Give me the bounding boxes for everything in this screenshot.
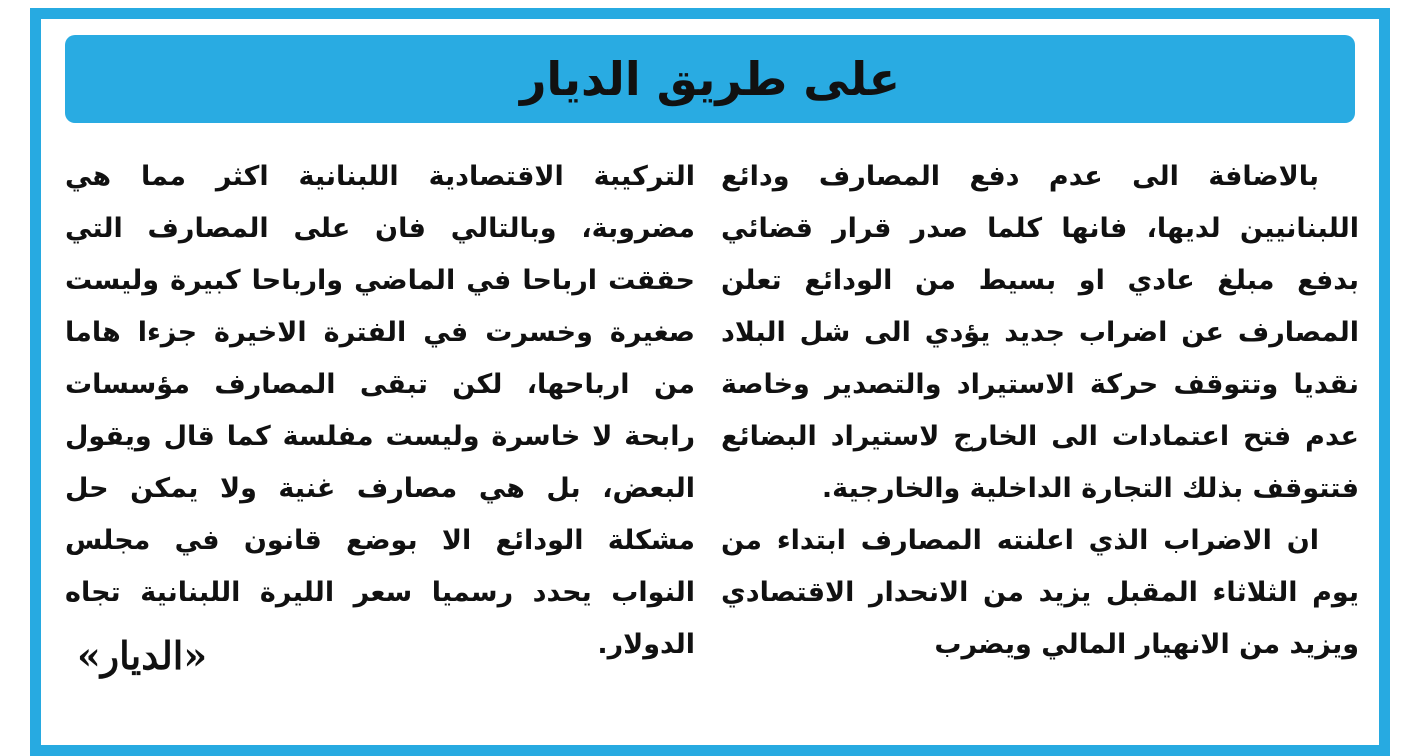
signature: «الديار» [77, 633, 208, 678]
article-column-right [721, 151, 1359, 671]
article-column-left [65, 151, 695, 671]
article-title: على طريق الديار [519, 52, 901, 106]
paragraph-1: بالاضافة الى عدم دفع المصارف ودائع اللبنانيين لديها، فانها كلما صدر قرار قضائي بدفع مبلغ عادي او بسيط من الودائع تعلن المصارف عن اضراب جديد يؤدي الى شل البلاد نقديا وتتوقف حركة الاستيراد والتصدير وخاصة عدم فتح اعتمادات الى الخارج لاستيراد البضائع فتتوقف بذلك التجارة الداخلية والخارجية. [721, 161, 1359, 504]
paragraph-3: التركيبة الاقتصادية اللبنانية اكثر مما هي مضروبة، وبالتالي فان على المصارف التي حققت ارباحا في الماضي وارباحا كبيرة وليست صغيرة وخسرت في الفترة الاخيرة جزءا هاما من ارباحها، لكن تبقى المصارف مؤسسات رابحة لا خاسرة وليست مفلسة كما قال ويقول البعض، بل هي مصارف غنية ولا يمكن حل مشكلة الودائع الا بوضع قانون في مجلس النواب يحدد رسميا سعر الليرة اللبنانية تجاه الدولار. [65, 161, 695, 660]
article-frame [30, 8, 1390, 756]
paragraph-2: ان الاضراب الذي اعلنته المصارف ابتداء من يوم الثلاثاء المقبل يزيد من الانحدار الاقتصادي ويزيد من الانهيار المالي ويضرب [721, 525, 1359, 660]
title-banner [65, 35, 1355, 123]
